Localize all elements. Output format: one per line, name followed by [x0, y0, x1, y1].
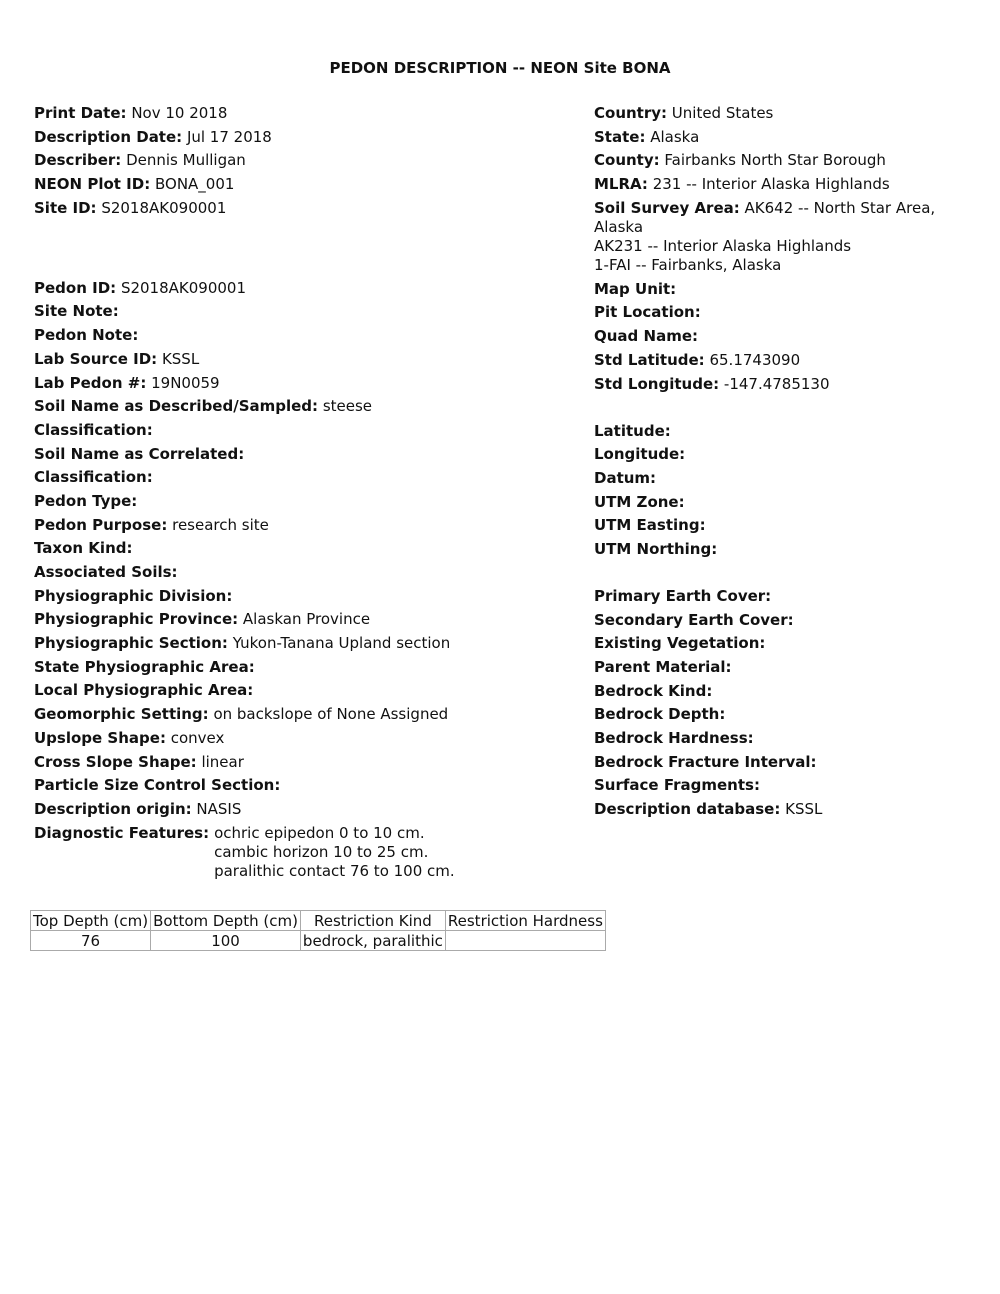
physio-province-field [34, 610, 589, 629]
field-value: Alaskan Province [242, 610, 371, 629]
field-label: Taxon Kind: [34, 539, 133, 558]
diagnostic-feature: paralithic contact 76 to 100 cm. [214, 861, 455, 880]
field-value: steese [322, 397, 373, 416]
utm-zone-field [594, 493, 974, 512]
classification-field [34, 468, 589, 487]
quad-name-field [594, 327, 974, 346]
neon-plot-id-field [34, 175, 589, 194]
field-value: Dennis Mulligan [126, 151, 246, 170]
field-label: Lab Pedon #: [34, 373, 147, 392]
field-label: Physiographic Division: [34, 586, 233, 605]
field-label: Describer: [34, 151, 122, 170]
field-label: Particle Size Control Section: [34, 776, 281, 795]
field-label: Latitude: [594, 421, 671, 440]
field-label: Pedon ID: [34, 278, 117, 297]
field-value: Alaska [650, 127, 700, 146]
field-label: UTM Easting: [594, 516, 706, 535]
field-label: Lab Source ID: [34, 349, 158, 368]
field-label: State: [594, 127, 646, 146]
describer-field [34, 151, 589, 170]
field-label: Datum: [594, 468, 657, 487]
field-label: Print Date: [34, 104, 127, 122]
field-label: Primary Earth Cover: [594, 586, 772, 605]
field-value: Yukon-Tanana Upland section [232, 634, 451, 653]
datum-field [594, 469, 974, 488]
column-header: Bottom Depth (cm) [151, 911, 301, 931]
field-label: Longitude: [594, 445, 686, 464]
field-value: KSSL [161, 349, 200, 368]
cross-slope-shape-field [34, 753, 589, 772]
table-header-row [31, 911, 606, 931]
bedrock-depth-field [594, 705, 974, 724]
field-label: Secondary Earth Cover: [594, 610, 794, 629]
field-label: Pedon Purpose: [34, 515, 168, 534]
field-value: Fairbanks North Star Borough [664, 151, 886, 170]
diagnostic-features-list [214, 824, 455, 881]
soil-survey-area-field [594, 199, 974, 275]
right-column [594, 104, 974, 824]
field-label: Map Unit: [594, 279, 677, 298]
surface-fragments-field [594, 776, 974, 795]
field-label: Classification: [34, 468, 153, 487]
field-value: 65.1743090 [709, 350, 801, 369]
field-value: KSSL [785, 800, 823, 819]
std-latitude-field [594, 351, 974, 370]
table-cell: 76 [31, 931, 151, 951]
field-value: AK231 -- Interior Alaska Highlands [594, 236, 852, 255]
field-label: Pedon Type: [34, 491, 138, 510]
map-unit-field [594, 280, 974, 299]
field-label: UTM Zone: [594, 492, 685, 511]
print-date-field [34, 104, 589, 123]
field-label: Bedrock Fracture Interval: [594, 752, 817, 771]
field-label: Upslope Shape: [34, 728, 166, 747]
diagnostic-feature: ochric epipedon 0 to 10 cm. [214, 823, 425, 842]
secondary-earth-cover-field [594, 611, 974, 630]
table-cell: 100 [151, 931, 301, 951]
field-label: Quad Name: [594, 327, 698, 346]
field-label: Bedrock Depth: [594, 705, 726, 724]
field-label: Parent Material: [594, 658, 732, 676]
column-header: Top Depth (cm) [31, 911, 151, 931]
restriction-table [30, 910, 606, 951]
field-value: 1-FAI -- Fairbanks, Alaska [594, 255, 782, 274]
soil-name-correlated-field [34, 445, 589, 464]
field-value: Jul 17 2018 [186, 127, 272, 146]
field-label: MLRA: [594, 175, 648, 194]
field-value: S2018AK090001 [101, 198, 227, 217]
field-label: Pedon Note: [34, 326, 139, 345]
upslope-shape-field [34, 729, 589, 748]
utm-easting-field [594, 516, 974, 535]
field-label: Soil Name as Described/Sampled: [34, 397, 319, 416]
longitude-field [594, 445, 974, 464]
country-field [594, 104, 974, 123]
particle-size-field [34, 776, 589, 795]
field-value: BONA_001 [154, 175, 235, 194]
field-label: Existing Vegetation: [594, 634, 766, 653]
diagnostic-features-field [34, 824, 589, 881]
field-label: Geomorphic Setting: [34, 705, 209, 724]
local-physio-area-field [34, 681, 589, 700]
field-label: Soil Name as Correlated: [34, 444, 245, 463]
column-header: Restriction Hardness [445, 911, 605, 931]
pit-location-field [594, 303, 974, 322]
classification-field [34, 421, 589, 440]
field-value: on backslope of None Assigned [213, 705, 449, 724]
physio-division-field [34, 587, 589, 606]
physio-section-field [34, 634, 589, 653]
field-label: Soil Survey Area: [594, 198, 740, 217]
std-longitude-field [594, 375, 974, 394]
diagnostic-feature: cambic horizon 10 to 25 cm. [214, 842, 429, 861]
site-id-field [34, 199, 589, 218]
taxon-kind-field [34, 539, 589, 558]
lab-source-id-field [34, 350, 589, 369]
field-label: UTM Northing: [594, 539, 718, 558]
field-label: Bedrock Hardness: [594, 729, 754, 748]
pedon-type-field [34, 492, 589, 511]
field-value: research site [172, 515, 269, 534]
field-label: NEON Plot ID: [34, 175, 151, 194]
field-label: Cross Slope Shape: [34, 752, 197, 771]
field-label: Classification: [34, 420, 153, 439]
mlra-field [594, 175, 974, 194]
pedon-purpose-field [34, 516, 589, 535]
site-note-field [34, 302, 589, 321]
description-date-field [34, 128, 589, 147]
geomorphic-setting-field [34, 705, 589, 724]
field-label: Std Latitude: [594, 350, 705, 369]
county-field [594, 151, 974, 170]
field-value: 231 -- Interior Alaska Highlands [652, 175, 890, 194]
field-value: 19N0059 [151, 373, 220, 392]
field-value: NASIS [196, 799, 242, 818]
pedon-note-field [34, 326, 589, 345]
field-label: Description Date: [34, 127, 183, 146]
state-physio-area-field [34, 658, 589, 677]
parent-material-field [594, 658, 974, 677]
description-database-field [594, 800, 974, 819]
field-label: Bedrock Kind: [594, 681, 713, 700]
field-label: Associated Soils: [34, 563, 178, 581]
bedrock-kind-field [594, 682, 974, 701]
latitude-field [594, 422, 974, 441]
field-label: Description origin: [34, 799, 192, 818]
field-label: Local Physiographic Area: [34, 681, 254, 700]
bedrock-hardness-field [594, 729, 974, 748]
state-field [594, 128, 974, 147]
column-header: Restriction Kind [300, 911, 445, 931]
field-value: convex [170, 728, 225, 747]
utm-northing-field [594, 540, 974, 559]
field-label: State Physiographic Area: [34, 657, 255, 676]
field-label: Country: [594, 104, 668, 122]
field-label: Site Note: [34, 302, 119, 321]
field-label: Physiographic Province: [34, 610, 239, 629]
field-label: Diagnostic Features: [34, 823, 210, 842]
field-label: Site ID: [34, 198, 97, 217]
table-cell [445, 931, 605, 951]
field-value: S2018AK090001 [120, 278, 246, 297]
lab-pedon-field [34, 374, 589, 393]
table-cell: bedrock, paralithic [300, 931, 445, 951]
field-value: Nov 10 2018 [131, 104, 228, 122]
table-row [31, 931, 606, 951]
field-label: Physiographic Section: [34, 634, 228, 653]
pedon-id-field [34, 279, 589, 298]
field-value: linear [201, 752, 244, 771]
field-value: AK642 -- North Star Area, Alaska [594, 198, 936, 236]
soil-name-described-field [34, 397, 589, 416]
associated-soils-field [34, 563, 589, 582]
left-column [34, 104, 589, 881]
page-title: PEDON DESCRIPTION -- NEON Site BONA [329, 59, 671, 77]
field-label: Description database: [594, 800, 781, 819]
field-label: County: [594, 151, 660, 170]
field-label: Std Longitude: [594, 374, 720, 393]
field-label: Pit Location: [594, 303, 701, 322]
description-origin-field [34, 800, 589, 819]
primary-earth-cover-field [594, 587, 974, 606]
field-value: United States [671, 104, 774, 122]
bedrock-fracture-field [594, 753, 974, 772]
field-label: Surface Fragments: [594, 776, 760, 795]
field-value: -147.4785130 [723, 374, 830, 393]
existing-vegetation-field [594, 634, 974, 653]
